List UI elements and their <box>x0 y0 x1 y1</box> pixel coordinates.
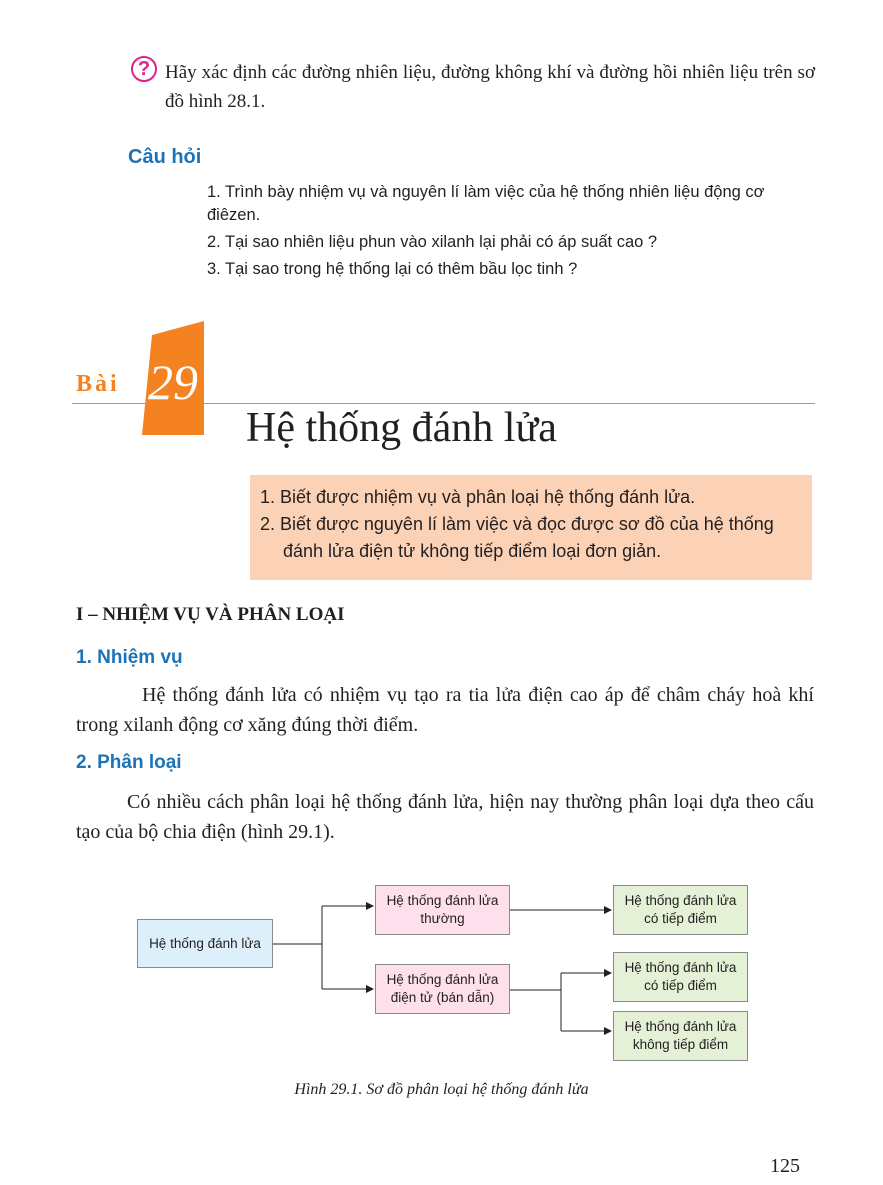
diagram-root-label: Hệ thống đánh lửa <box>149 935 261 951</box>
questions-title: Câu hỏi <box>128 146 202 168</box>
question-item: 1. Trình bày nhiệm vụ và nguyên lí làm việc của hệ thống nhiên liệu động cơ điêzen. <box>207 183 765 224</box>
question-icon: ? <box>131 56 157 82</box>
diagram-root-box <box>137 919 273 968</box>
classification-paragraph: Có nhiều cách phân loại hệ thống đánh lửa, hiện nay thường phân loại dựa theo cấu tạo của bộ chia điện (hình 29.1). <box>76 791 814 843</box>
diagram-box-label: Hệ thống đánh lửa không tiếp điểm <box>624 1019 737 1052</box>
objective-item: 1. Biết được nhiệm vụ và phân loại hệ thống đánh lửa. <box>260 487 696 507</box>
diagram-box-contact-1 <box>613 885 748 935</box>
diagram-box-electronic <box>375 964 510 1014</box>
diagram-box-contact-2 <box>613 952 748 1002</box>
objective-item: 2. Biết được nguyên lí làm việc và đọc được sơ đồ của hệ thống đánh lửa điện tử không tiếp điểm loại đơn giản. <box>260 514 774 561</box>
intro-question-text: Hãy xác định các đường nhiên liệu, đường không khí và đường hồi nhiên liệu trên sơ đồ hình 28.1. <box>165 62 815 112</box>
diagram-box-label: Hệ thống đánh lửa có tiếp điểm <box>624 960 737 993</box>
section-title: I – NHIỆM VỤ VÀ PHÂN LOẠI <box>76 604 345 625</box>
subsection-title-classification: 2. Phân loại <box>76 752 182 773</box>
lesson-number: 29 <box>148 354 198 410</box>
diagram-box-label: Hệ thống đánh lửa có tiếp điểm <box>624 893 737 926</box>
diagram-box-contactless <box>613 1011 748 1061</box>
diagram-box-conventional <box>375 885 510 935</box>
lesson-title: Hệ thống đánh lửa <box>246 405 557 451</box>
diagram-box-label: Hệ thống đánh lửa thường <box>386 893 499 926</box>
lesson-label: Bài <box>76 371 120 397</box>
subsection-title-duty: 1. Nhiệm vụ <box>76 647 183 668</box>
question-item: 3. Tại sao trong hệ thống lại có thêm bầu lọc tinh ? <box>207 260 578 278</box>
page-number: 125 <box>770 1155 800 1177</box>
duty-paragraph: Hệ thống đánh lửa có nhiệm vụ tạo ra tia lửa điện cao áp để châm cháy hoà khí trong xilanh động cơ xăng đúng thời điểm. <box>76 684 814 736</box>
figure-caption: Hình 29.1. Sơ đồ phân loại hệ thống đánh lửa <box>294 1081 589 1098</box>
diagram-box-label: Hệ thống đánh lửa điện tử (bán dẫn) <box>386 972 499 1005</box>
question-item: 2. Tại sao nhiên liệu phun vào xilanh lại phải có áp suất cao ? <box>207 233 658 251</box>
